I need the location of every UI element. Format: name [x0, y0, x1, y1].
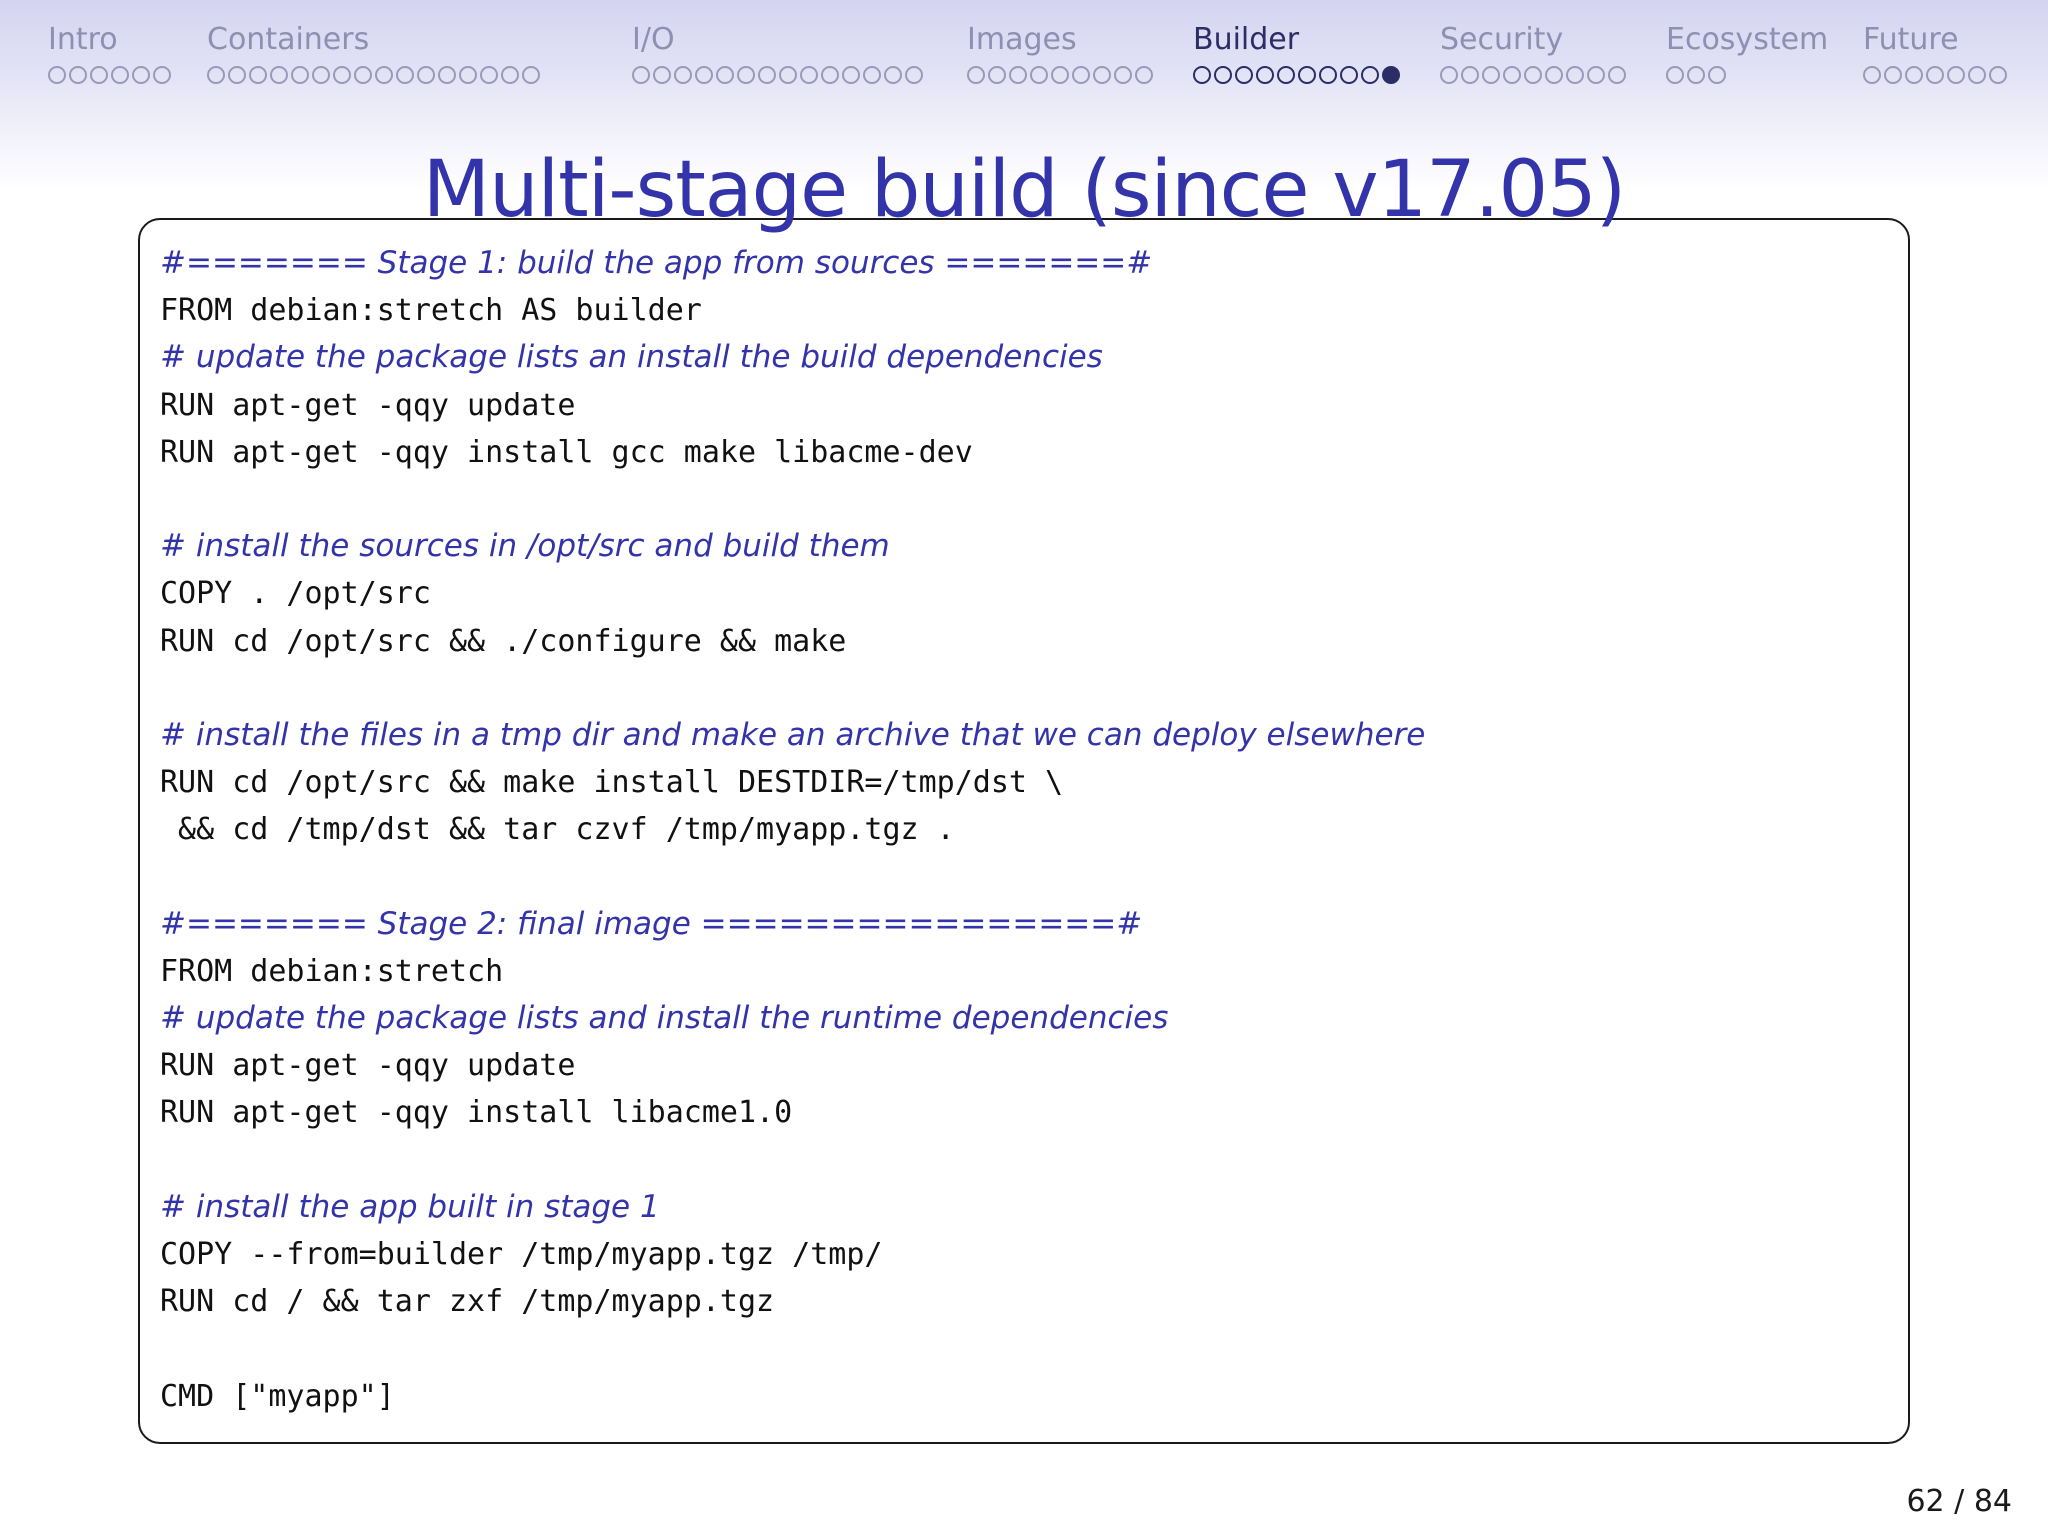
code-command-line: CMD ["myapp"]	[160, 1378, 395, 1414]
code-command-line: RUN apt-get -qqy update	[160, 1048, 576, 1084]
nav-dot[interactable]	[842, 66, 860, 84]
nav-dots	[1193, 66, 1400, 84]
nav-dot[interactable]	[480, 66, 498, 84]
nav-dot[interactable]	[522, 66, 540, 84]
nav-dot[interactable]	[716, 66, 734, 84]
code-command-line: RUN cd /opt/src && ./configure && make	[160, 623, 847, 659]
page-number: 62 / 84	[1906, 1484, 2012, 1519]
nav-dot[interactable]	[674, 66, 692, 84]
nav-dot[interactable]	[653, 66, 671, 84]
nav-dots	[207, 66, 540, 84]
code-comment-line: # install the files in a tmp dir and make an archive that we can deploy elsewhere	[160, 716, 1426, 753]
code-blank-line	[160, 665, 1425, 712]
nav-dot[interactable]	[1608, 66, 1626, 84]
nav-dot[interactable]	[132, 66, 150, 84]
nav-dot[interactable]	[333, 66, 351, 84]
nav-dot[interactable]	[632, 66, 650, 84]
nav-dot[interactable]	[1947, 66, 1965, 84]
nav-dot[interactable]	[1461, 66, 1479, 84]
code-blank-line	[160, 853, 1425, 900]
nav-dots	[1440, 66, 1626, 84]
code-comment-line: # install the sources in /opt/src and build them	[160, 528, 890, 565]
nav-dot[interactable]	[1482, 66, 1500, 84]
code-command-line: COPY . /opt/src	[160, 576, 431, 612]
nav-dot[interactable]	[69, 66, 87, 84]
nav-section-label[interactable]: Builder	[1193, 22, 1300, 57]
code-command-line: RUN cd /opt/src && make install DESTDIR=/tmp/dst \	[160, 765, 1064, 801]
nav-dot[interactable]	[1072, 66, 1090, 84]
nav-dot[interactable]	[417, 66, 435, 84]
nav-section-label[interactable]: Security	[1440, 22, 1564, 57]
nav-dot[interactable]	[884, 66, 902, 84]
nav-section-label[interactable]: Ecosystem	[1666, 22, 1829, 57]
dockerfile-code-block	[160, 240, 1425, 1420]
nav-dot[interactable]	[1298, 66, 1316, 84]
nav-dot[interactable]	[1884, 66, 1902, 84]
nav-dot[interactable]	[863, 66, 881, 84]
nav-dot[interactable]	[249, 66, 267, 84]
code-command-line: && cd /tmp/dst && tar czvf /tmp/myapp.tgz .	[160, 812, 955, 848]
nav-dot[interactable]	[90, 66, 108, 84]
nav-dot[interactable]	[1340, 66, 1358, 84]
nav-dot[interactable]	[270, 66, 288, 84]
nav-dot[interactable]	[1030, 66, 1048, 84]
nav-dot[interactable]	[1277, 66, 1295, 84]
nav-dot[interactable]	[291, 66, 309, 84]
nav-section-security[interactable]	[1440, 18, 1626, 84]
nav-dot[interactable]	[1361, 66, 1379, 84]
code-blank-line	[160, 1325, 1425, 1372]
nav-dot[interactable]	[1193, 66, 1211, 84]
nav-dot[interactable]	[438, 66, 456, 84]
nav-section-label[interactable]: Future	[1863, 22, 1959, 57]
nav-dot[interactable]	[459, 66, 477, 84]
code-blank-line	[160, 1137, 1425, 1184]
nav-section-containers[interactable]	[207, 18, 540, 84]
nav-dot[interactable]	[48, 66, 66, 84]
nav-dot[interactable]	[375, 66, 393, 84]
nav-dot[interactable]	[1524, 66, 1542, 84]
nav-section-io[interactable]	[632, 18, 923, 84]
nav-dot[interactable]	[737, 66, 755, 84]
nav-dot[interactable]	[1545, 66, 1563, 84]
nav-section-label[interactable]: Images	[967, 22, 1077, 57]
code-command-line: RUN apt-get -qqy install libacme1.0	[160, 1095, 793, 1131]
slide-title: Multi-stage build (since v17.05)	[422, 145, 1626, 235]
nav-dot[interactable]	[354, 66, 372, 84]
code-command-line: RUN cd / && tar zxf /tmp/myapp.tgz	[160, 1284, 775, 1320]
nav-dot[interactable]	[111, 66, 129, 84]
code-blank-line	[160, 476, 1425, 523]
nav-dot[interactable]	[967, 66, 985, 84]
nav-section-label[interactable]: Containers	[207, 22, 370, 57]
nav-dot[interactable]	[1863, 66, 1881, 84]
nav-dot[interactable]	[1319, 66, 1337, 84]
nav-dot[interactable]	[1440, 66, 1458, 84]
nav-dot[interactable]	[1926, 66, 1944, 84]
nav-dot[interactable]	[1214, 66, 1232, 84]
code-comment-line: # install the app built in stage 1	[160, 1188, 660, 1225]
nav-section-intro[interactable]	[48, 18, 171, 84]
nav-dot[interactable]	[1566, 66, 1584, 84]
nav-section-label[interactable]: Intro	[48, 22, 118, 57]
code-command-line: COPY --from=builder /tmp/myapp.tgz /tmp/	[160, 1236, 883, 1272]
nav-dot[interactable]	[312, 66, 330, 84]
nav-dot[interactable]	[1989, 66, 2007, 84]
nav-dot[interactable]	[988, 66, 1006, 84]
nav-dots	[48, 66, 171, 84]
nav-dot-current[interactable]	[1382, 66, 1400, 84]
nav-dot[interactable]	[1093, 66, 1111, 84]
nav-dot[interactable]	[153, 66, 171, 84]
nav-dot[interactable]	[228, 66, 246, 84]
nav-section-ecosystem[interactable]	[1666, 18, 1828, 84]
code-command-line: FROM debian:stretch AS builder	[160, 293, 702, 329]
nav-dot[interactable]	[1708, 66, 1726, 84]
code-command-line: FROM debian:stretch	[160, 953, 504, 989]
code-comment-line: #======= Stage 1: build the app from sources =======#	[160, 245, 1153, 281]
nav-dot[interactable]	[1905, 66, 1923, 84]
nav-dot[interactable]	[207, 66, 225, 84]
nav-dot[interactable]	[1114, 66, 1132, 84]
nav-dot[interactable]	[905, 66, 923, 84]
nav-dot[interactable]	[1503, 66, 1521, 84]
nav-section-label[interactable]: I/O	[632, 22, 675, 57]
nav-dot[interactable]	[695, 66, 713, 84]
nav-section-images[interactable]	[967, 18, 1153, 84]
nav-dot[interactable]	[1256, 66, 1274, 84]
nav-dot[interactable]	[800, 66, 818, 84]
nav-dot[interactable]	[1135, 66, 1153, 84]
nav-dot[interactable]	[821, 66, 839, 84]
nav-dot[interactable]	[1009, 66, 1027, 84]
nav-dot[interactable]	[501, 66, 519, 84]
code-command-line: RUN apt-get -qqy update	[160, 387, 576, 423]
code-comment-line: # update the package lists and install the runtime dependencies	[160, 1000, 1169, 1036]
nav-dot[interactable]	[1687, 66, 1705, 84]
nav-dots	[632, 66, 923, 84]
nav-dots	[1666, 66, 1828, 84]
nav-section-future[interactable]	[1863, 18, 2007, 84]
nav-dots	[967, 66, 1153, 84]
nav-dot[interactable]	[779, 66, 797, 84]
code-comment-line: # update the package lists an install the build dependencies	[160, 339, 1103, 376]
nav-section-builder[interactable]	[1193, 18, 1400, 84]
nav-dots	[1863, 66, 2007, 84]
nav-dot[interactable]	[1968, 66, 1986, 84]
code-command-line: RUN apt-get -qqy install gcc make libacme-dev	[160, 434, 973, 470]
nav-dot[interactable]	[1587, 66, 1605, 84]
nav-dot[interactable]	[1666, 66, 1684, 84]
nav-dot[interactable]	[758, 66, 776, 84]
nav-dot[interactable]	[1051, 66, 1069, 84]
nav-dot[interactable]	[396, 66, 414, 84]
code-comment-line: #======= Stage 2: final image ================#	[160, 905, 1143, 942]
nav-dot[interactable]	[1235, 66, 1253, 84]
